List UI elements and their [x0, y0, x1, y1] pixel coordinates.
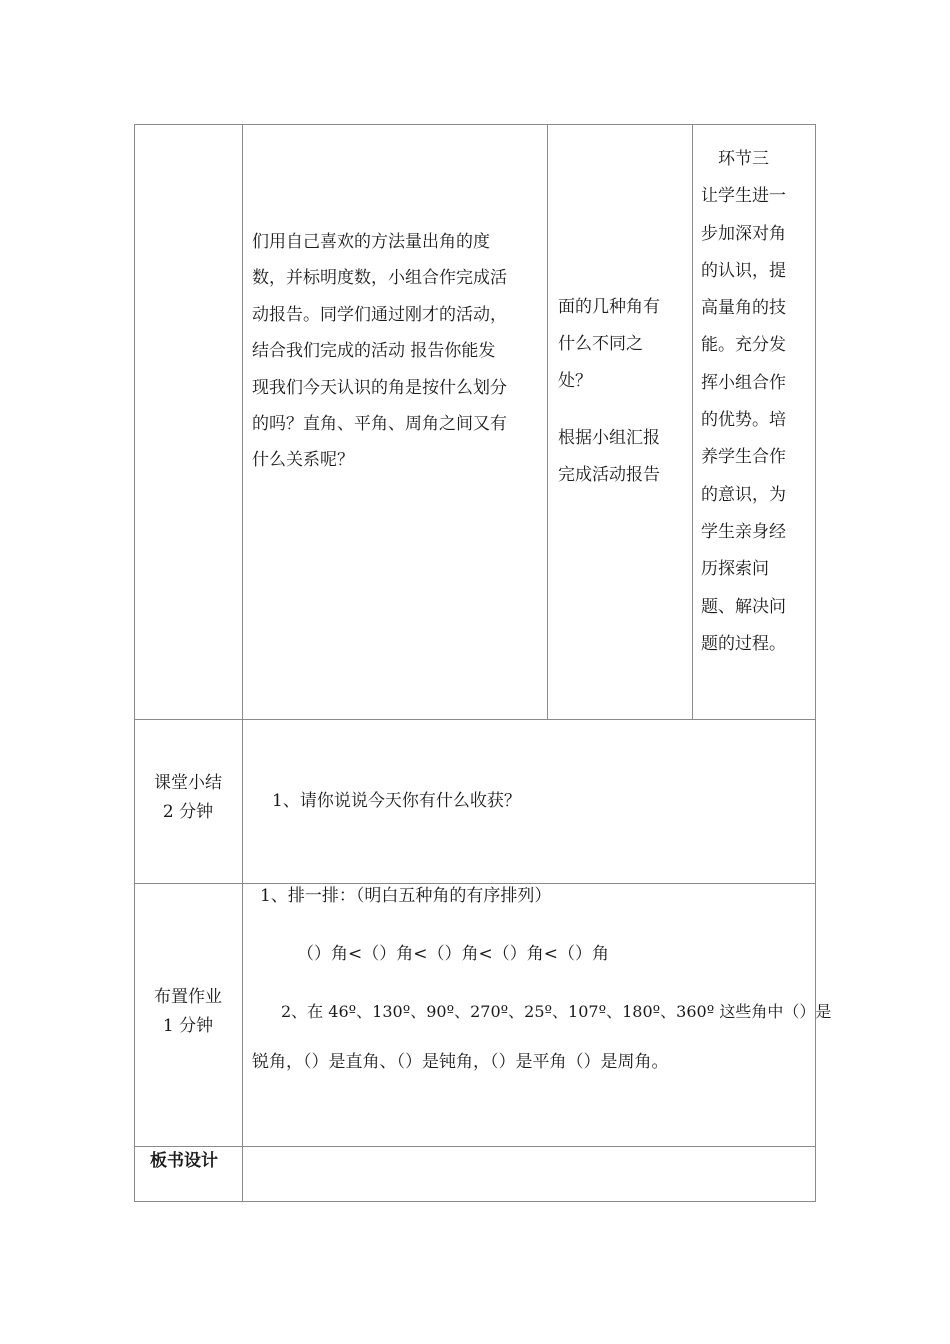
row-divider-3: [134, 1146, 816, 1147]
teacher-activity-text: [252, 224, 507, 479]
student-line: 什么不同之: [558, 334, 643, 354]
intent-column-divider: [692, 124, 693, 720]
student-activity-text-a: [558, 289, 660, 400]
table-border-right: [815, 124, 816, 1202]
homework-label: [134, 983, 242, 1041]
student-column-divider: [547, 124, 548, 720]
teacher-line: 们用自己喜欢的方法量出角的度: [252, 232, 490, 252]
homework-item-2-line1: 2、在 46º、130º、90º、270º、25º、107º、180º、360º 这些角中（）是: [281, 1002, 832, 1021]
teacher-line: 的吗？直角、平角、周角之间又有: [252, 413, 507, 434]
summary-content: 1、请你说说今天你有什么收获？: [272, 791, 521, 811]
teacher-line: 什么关系呢？: [252, 450, 354, 471]
summary-label-line2: 2 分钟: [162, 802, 214, 822]
intent-line: 能。充分发: [701, 335, 786, 356]
homework-item-1-blanks: （）角<（）角<（）角<（）角<（）角: [297, 944, 609, 964]
intent-line: 养学生合作: [701, 447, 786, 468]
intent-line: 环节三: [701, 149, 769, 169]
teacher-line: 数，并标明度数，小组合作完成活: [252, 268, 507, 289]
summary-label-line1: 课堂小结: [154, 773, 222, 793]
intent-line: 题的过程。: [701, 633, 786, 654]
intent-line: 题、解决问: [701, 596, 786, 617]
design-intent-text: [701, 141, 786, 663]
student-activity-text-b: [558, 420, 660, 494]
teacher-line: 动报告。同学们通过刚才的活动，: [252, 304, 507, 325]
intent-line: 的意识，为: [701, 484, 786, 505]
intent-line: 高量角的技: [701, 298, 786, 319]
intent-line: 让学生进一: [701, 186, 786, 207]
intent-line: 挥小组合作: [701, 372, 786, 393]
homework-label-line1: 布置作业: [154, 987, 222, 1007]
homework-item-2-line2: 锐角，（）是直角、（）是钝角，（）是平角（）是周角。: [252, 1052, 669, 1072]
label-column-divider: [242, 124, 243, 1202]
summary-label: [134, 769, 242, 827]
homework-item-1: 1、排一排：（明白五种角的有序排列）: [260, 886, 552, 906]
intent-line: 历探索问: [701, 559, 769, 580]
board-design-label: 板书设计: [150, 1151, 218, 1171]
student-line: 面的几种角有: [558, 297, 660, 317]
homework-label-line2: 1 分钟: [162, 1016, 214, 1036]
teacher-line: 结合我们完成的活动 报告你能发: [252, 341, 496, 362]
student-line: 根据小组汇报: [558, 428, 660, 448]
table-border-bottom: [134, 1201, 816, 1202]
intent-line: 学生亲身经: [701, 521, 786, 542]
intent-line: 的优势。培: [701, 410, 786, 431]
student-line: 完成活动报告: [558, 465, 660, 485]
row-divider-1: [134, 719, 816, 720]
intent-line: 步加深对角: [701, 223, 786, 244]
table-border-top: [134, 124, 816, 125]
intent-line: 的认识，提: [701, 260, 786, 281]
student-line: 处？: [558, 371, 592, 391]
teacher-line: 现我们今天认识的角是按什么划分: [252, 377, 507, 398]
